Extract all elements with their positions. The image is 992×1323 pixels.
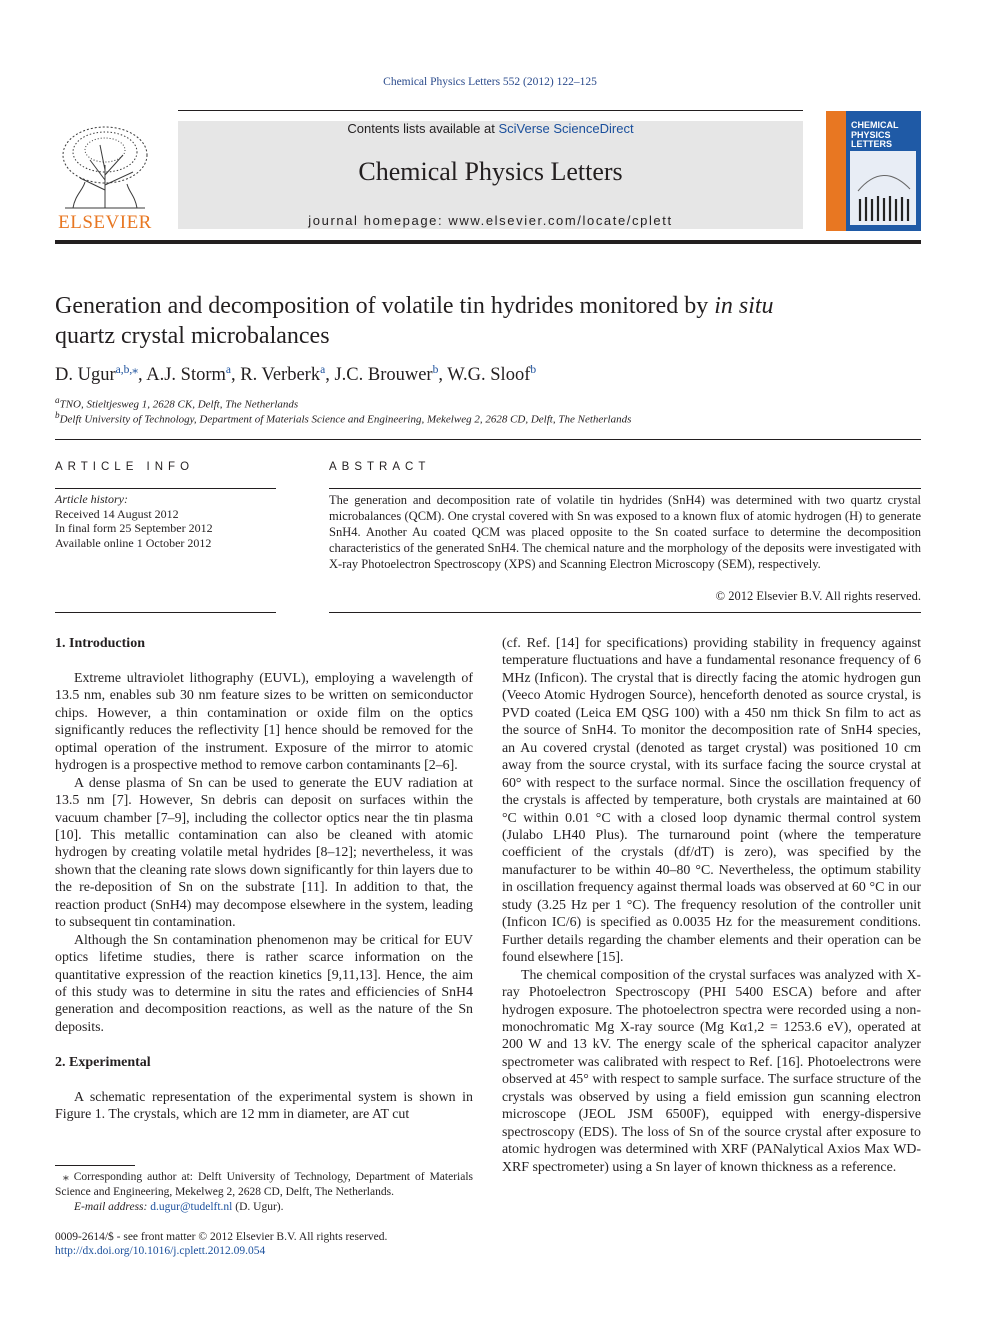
- author-sep: ,: [325, 365, 335, 386]
- body-column-left: [55, 635, 473, 1124]
- info-rule-top: [55, 488, 276, 489]
- doi-link[interactable]: http://dx.doi.org/10.1016/j.cplett.2012.09.054: [55, 1245, 266, 1257]
- issn-line: 0009-2614/$ - see front matter © 2012 Elsevier B.V. All rights reserved.: [55, 1231, 388, 1243]
- email-suffix: (D. Ugur).: [235, 1200, 284, 1213]
- author-sep: ,: [231, 365, 241, 386]
- journal-title: Chemical Physics Letters: [358, 157, 623, 186]
- paragraph: Extreme ultraviolet lithography (EUVL), employing a wavelength of 13.5 nm, enables sub 30 nm feature sizes to be written on semiconductor chips. However, a thin contamination or oxide film on the optics significantly reduces the reflectivity [1] hence should be removed for the optimal operation of the instrument. Exposure of the mirror to atomic hydrogen is a prospective method to remove carbon contaminants [2–6].: [55, 670, 473, 774]
- journal-homepage[interactable]: journal homepage: www.elsevier.com/locate/cplett: [308, 213, 673, 228]
- info-rule-bottom: [55, 612, 276, 613]
- affiliation-text: TNO, Stieltjesweg 1, 2628 CK, Delft, The Netherlands: [59, 398, 299, 411]
- author-sup[interactable]: a: [320, 364, 326, 376]
- abstract-rule-top: [329, 488, 921, 489]
- cover-title-line: CHEMICAL: [851, 120, 899, 130]
- footnote: [55, 1170, 473, 1214]
- author-sup[interactable]: a,b,⁎: [115, 364, 138, 376]
- author-name: W.G. Sloof: [447, 365, 531, 386]
- title-text: quartz crystal microbalances: [55, 323, 330, 349]
- author-sup[interactable]: a: [225, 364, 232, 376]
- header-rule-top: [178, 110, 803, 111]
- abstract-rule-bottom: [329, 612, 921, 613]
- elsevier-wordmark: ELSEVIER: [58, 212, 152, 233]
- contents-line: [178, 121, 803, 136]
- affiliation-b: [55, 410, 935, 426]
- author[interactable]: [240, 365, 325, 385]
- sciencedirect-link[interactable]: SciVerse ScienceDirect: [498, 121, 634, 136]
- author[interactable]: [334, 365, 438, 385]
- footnote-rule: [55, 1165, 135, 1166]
- article-title: [55, 291, 935, 351]
- cover-strip: [826, 111, 846, 231]
- header-rule-thick: [55, 240, 921, 244]
- author-name: J.C. Brouwer: [334, 365, 433, 386]
- author-name: R. Verberk: [240, 365, 321, 386]
- article-info-heading: ARTICLE INFO: [55, 461, 195, 473]
- abstract-heading: ABSTRACT: [329, 461, 431, 473]
- journal-cover-image: [826, 111, 921, 231]
- section-heading-experimental: 2. Experimental: [55, 1054, 151, 1070]
- cover-graphic: [850, 151, 916, 225]
- author[interactable]: [146, 365, 231, 385]
- corresponding-author-note: ⁎ Corresponding author at: Delft University of Technology, Department of Materials Science and Engineering, Mekelweg 2, 2628 CD, Delft, The Netherlands.: [55, 1171, 473, 1198]
- cover-title-line: LETTERS: [851, 139, 893, 149]
- author-name: D. Ugur: [55, 365, 116, 386]
- email-label: E-mail address:: [74, 1200, 148, 1213]
- paragraph: A schematic representation of the experimental system is shown in Figure 1. The crystals, which are 12 mm in diameter, are AT cut: [55, 1089, 473, 1123]
- body-column-right: [502, 635, 921, 1176]
- abstract-text: The generation and decomposition rate of volatile tin hydrides (SnH4) was determined with two quartz crystal microbalances (QCM). One crystal covered with Sn was exposed to a known flux of atomic hydrogen (H) to generate SnH4. Another Au coated QCM was placed opposite to the Sn coated surface to determine the decomposition characteristics of the generated SnH4. The chemical nature and the morphology of the deposits were investigated with X-ray Photoelectron Spectroscopy (XPS) and Scanning Electron Microscopy (SEM), respectively.: [329, 493, 921, 572]
- author-list: [55, 362, 935, 386]
- author-sup[interactable]: b: [530, 364, 537, 376]
- cover-title-line: PHYSICS: [851, 129, 891, 140]
- paragraph: Although the Sn contamination phenomenon may be critical for EUV optics lifetime studies, there is rather scarce information on the quantitative expression of the reaction kinetics [9,11,13]. Hence, the aim of this study was to determine in situ the rates and efficiencies of SnH4 generation and decomposition reactions, as well as the nature of the Sn deposits.: [55, 932, 473, 1035]
- history-revised: In final form 25 September 2012: [55, 521, 213, 535]
- affiliation-label: b: [55, 410, 60, 420]
- section-heading-introduction: 1. Introduction: [55, 636, 145, 651]
- email-link[interactable]: d.ugur@tudelft.nl: [150, 1200, 233, 1213]
- affiliation-a: [55, 395, 935, 411]
- history-label: Article history:: [55, 492, 128, 506]
- paragraph: (cf. Ref. [14] for specifications) providing stability in frequency against temperature fluctuations and have a fundamental resonance frequency of 6 MHz (Inficon). The crystal that is directly facing the atomic hydrogen gun (Veeco Atomic Hydrogen Source), henceforth denoted as source crystal, is PVD coated (Leica EM QSG 100) with a 450 nm thick Sn film to act as the source of SnH4. To monitor the decomposition rate of SnH4 species, an Au covered crystal (denoted as target crystal) was positioned 10 cm away from the source crystal, with its surface facing the source crystal at 60° with respect to the surface normal. Since the oscillation frequency of the crystals is affected by temperature, both crystals are maintained at 60 °C within 0.01 °C with a closed loop dynamic thermal control system (Julabo LH40 Plus). The turnaround point (where the temperature coefficient of the crystals (df/dT) is zero), was specified by the manufacturer to be within 40–80 °C. Nevertheless, the optimum stability in oscillation frequency against thermal loads was observed at 60 °C in our study (3.25 Hz per 1 °C). The frequency resolution of the controller unit (Inficon IC/6) is specified as 0.0035 Hz for the measurement conditions. Further details regarding the chamber elements and their operation can be found elsewhere [15].: [502, 636, 921, 966]
- author-sep: ,: [438, 365, 448, 386]
- paragraph: The chemical composition of the crystal surfaces was analyzed with X-ray Photoelectron Spectroscopy (PHI 5400 ESCA) before and after hydrogen exposure. The photoelectron spectra were recorded using a non-monochromatic Mg X-ray source (Mg Kα1,2 = 1253.6 eV), operated at 200 W and 13 kV. The energy scale of the spherical capacitor analyzer spectrometer was calibrated with respect to Ref. [16]. Photoelectrons were observed at 45° with respect to sample surface. The surface structure of the crystals was observed by using a field emission gun scanning electron microscope (JEOL JSM 6500F), equipped with energy-dispersive spectroscopy (EDS). The loss of Sn of the source crystal after exposure to atomic hydrogen was determined with XRF (PANalytical Axios Max WD-XRF spectrometer) using a Sn layer of known thickness as a reference.: [502, 967, 921, 1175]
- journal-citation[interactable]: Chemical Physics Letters 552 (2012) 122–125: [383, 76, 597, 88]
- author-sep: ,: [138, 365, 147, 386]
- affiliation-text: Delft University of Technology, Department of Materials Science and Engineering, Mekelweg 2, 2628 CD, Delft, The Netherlands: [59, 413, 632, 426]
- history-online: Available online 1 October 2012: [55, 535, 212, 550]
- author[interactable]: [55, 365, 138, 385]
- author-sup[interactable]: b: [432, 364, 439, 376]
- abstract-copyright: © 2012 Elsevier B.V. All rights reserved.: [715, 589, 921, 603]
- author-name: A.J. Storm: [146, 365, 226, 386]
- title-italic: in situ: [714, 293, 774, 319]
- author[interactable]: [447, 365, 536, 385]
- article-history: [55, 492, 276, 550]
- contents-prefix: Contents lists available at: [347, 121, 499, 136]
- paragraph: A dense plasma of Sn can be used to generate the EUV radiation at 13.5 nm [7]. However, Sn debris can deposit on surfaces within the vacuum chamber [7–9], including the collector optics near the tin plasma [10]. This metallic contamination can also be cleaned with atomic hydrogen by creating volatile metal hydrides [8–12]; nevertheless, it was shown that the cleaning rate slows down significantly for thin layers due to the re-deposition of Sn on the substrate [11]. In addition to that, the reaction product (SnH4) may decompose elsewhere in the system, leading to subsequent tin contamination.: [55, 775, 473, 931]
- cover-title: [851, 121, 899, 150]
- affiliation-label: a: [55, 395, 60, 405]
- history-received: Received 14 August 2012: [55, 506, 179, 521]
- title-text: Generation and decomposition of volatile tin hydrides monitored by: [55, 293, 715, 319]
- affiliation-rule: [55, 439, 921, 440]
